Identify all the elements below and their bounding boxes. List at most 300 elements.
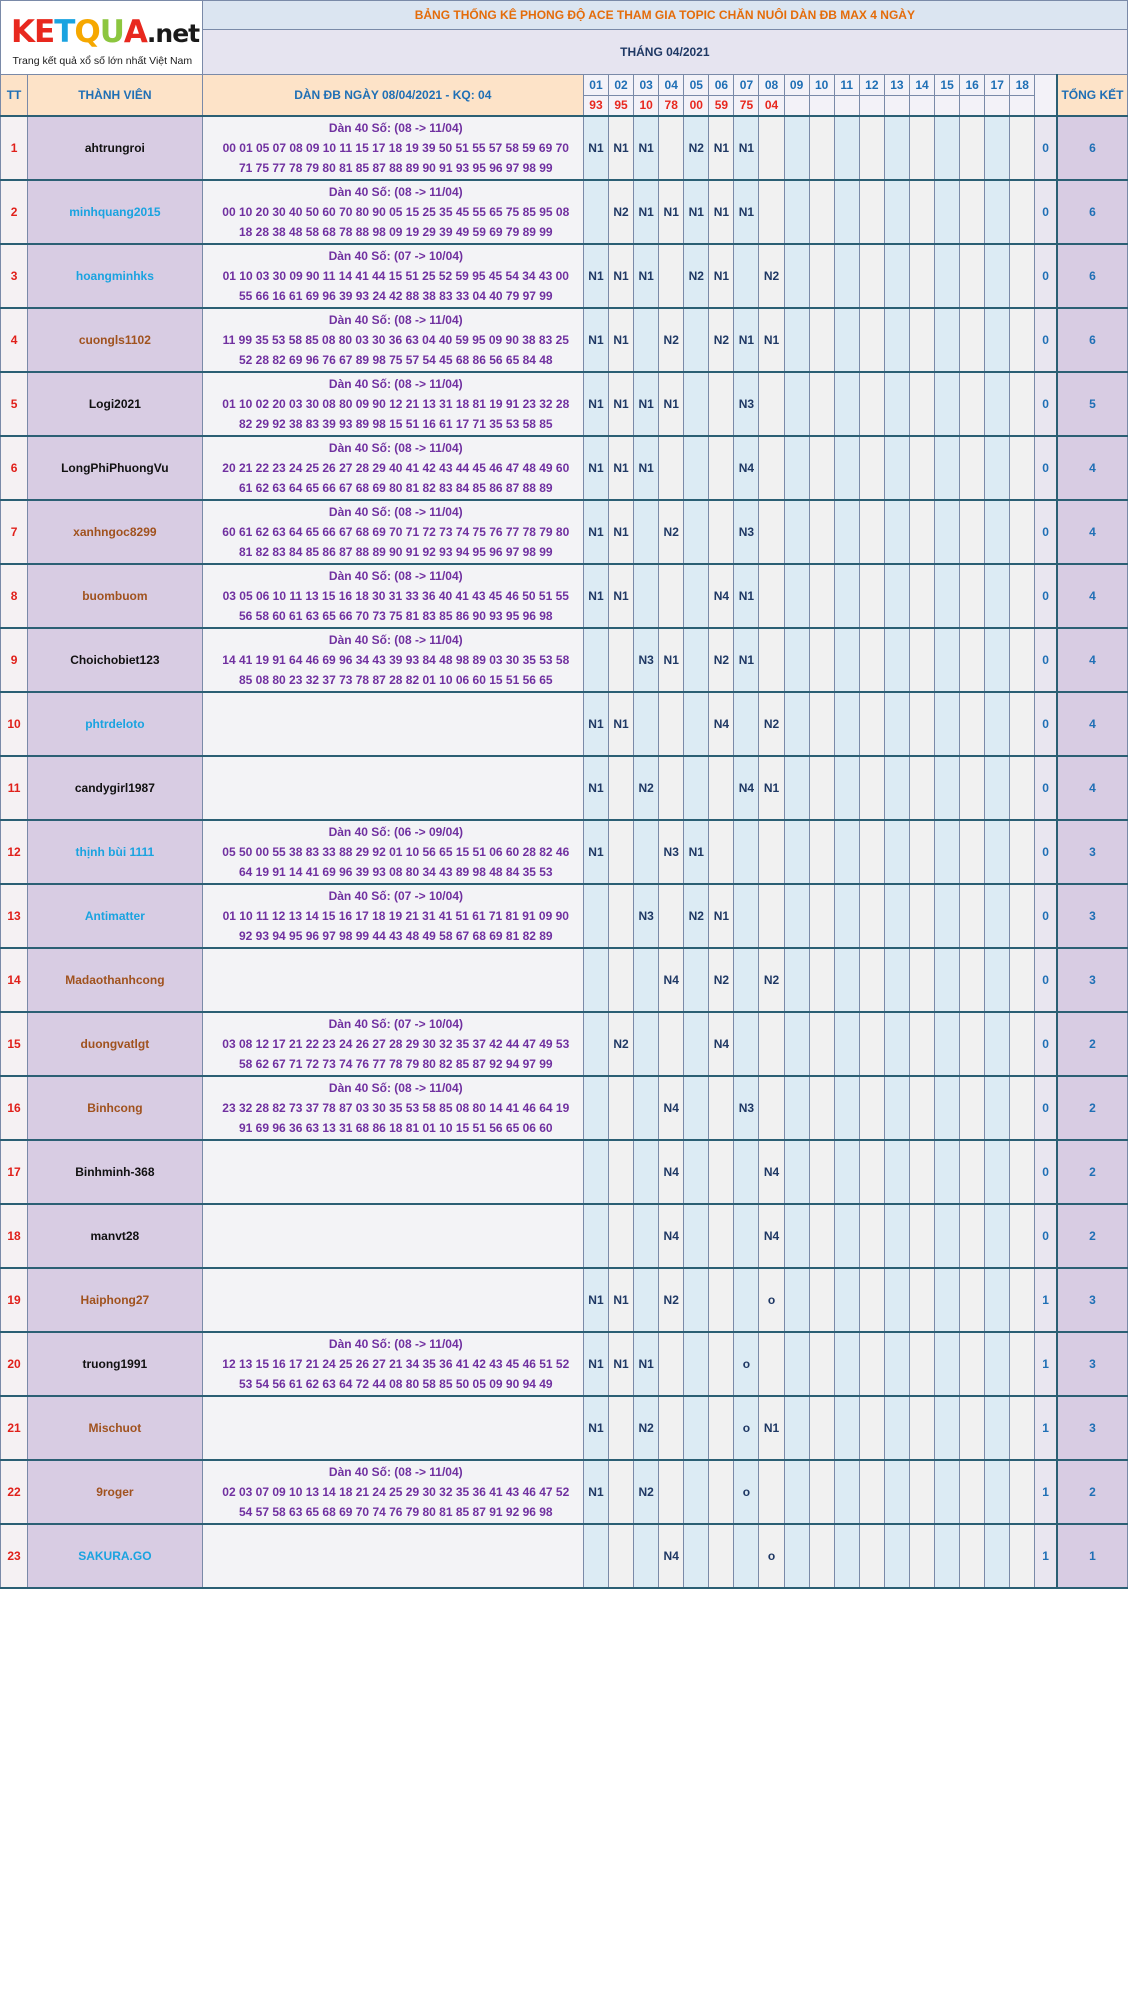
row-number: 13 [1,884,28,948]
table-row [1,692,1128,756]
day-mark [960,884,985,948]
day-mark [634,948,659,1012]
day-mark [834,1524,859,1588]
day-mark [884,628,909,692]
day-mark [809,372,834,436]
row-number: 10 [1,692,28,756]
day-mark [1010,436,1035,500]
day-mark [709,1332,734,1396]
day-header: 16 [960,75,985,96]
day-mark [834,244,859,308]
day-mark: N1 [634,244,659,308]
day-header: 02 [609,75,634,96]
day-mark: N2 [759,244,784,308]
table-row [1,756,1128,820]
day-mark [935,564,960,628]
day-mark [809,1396,834,1460]
day-result: 95 [609,96,634,116]
day-mark [859,1396,884,1460]
day-mark [784,1396,809,1460]
day-result [985,96,1010,116]
member-name[interactable]: ahtrungroi [28,116,203,180]
day-mark [985,1460,1010,1524]
day-mark [884,1076,909,1140]
member-name[interactable]: LongPhiPhuongVu [28,436,203,500]
day-mark [709,1396,734,1460]
day-header: 03 [634,75,659,96]
day-mark [809,1140,834,1204]
day-mark [609,756,634,820]
day-mark [684,308,709,372]
total-hits: 4 [1057,500,1128,564]
day-mark [859,1332,884,1396]
member-name[interactable]: phtrdeloto [28,692,203,756]
day-mark: N1 [659,628,684,692]
day-mark: N1 [734,628,759,692]
day-mark [809,116,834,180]
day-mark [884,820,909,884]
day-mark: N1 [734,116,759,180]
day-mark: N3 [634,628,659,692]
day-mark [684,692,709,756]
day-mark [684,1524,709,1588]
dan-title: Dàn 40 Số: (07 -> 10/04) [328,888,463,903]
member-name[interactable]: Antimatter [28,884,203,948]
day-mark [583,1076,608,1140]
day-mark: N1 [684,180,709,244]
dan-numbers [202,1332,583,1396]
day-mark [583,180,608,244]
day-mark [809,180,834,244]
day-mark [985,1076,1010,1140]
day-mark [935,244,960,308]
day-mark [684,756,709,820]
day-mark [909,1460,934,1524]
day-mark [709,756,734,820]
day-mark [935,820,960,884]
day-mark: N2 [659,1268,684,1332]
day-mark [634,1140,659,1204]
row-number: 23 [1,1524,28,1588]
day-mark [960,180,985,244]
day-header: 05 [684,75,709,96]
day-mark [859,500,884,564]
table-row [1,244,1128,308]
dan-numbers [202,1204,583,1268]
day-mark [709,1140,734,1204]
day-mark [809,884,834,948]
day-mark: N2 [634,1396,659,1460]
member-name[interactable]: truong1991 [28,1332,203,1396]
day-mark [884,948,909,1012]
day-mark [759,820,784,884]
day-header: 09 [784,75,809,96]
day-mark: N2 [709,628,734,692]
day-mark [809,1012,834,1076]
day-mark [659,116,684,180]
total-o: 0 [1035,756,1057,820]
day-mark [1010,1396,1035,1460]
day-mark [859,1268,884,1332]
day-mark [960,1460,985,1524]
dan-title: Dàn 40 Số: (08 -> 11/04) [328,568,463,583]
dan-numbers [202,180,583,244]
day-result [859,96,884,116]
day-mark [684,628,709,692]
day-mark: N1 [734,308,759,372]
day-mark [1010,948,1035,1012]
day-mark: N1 [759,1396,784,1460]
day-mark [960,948,985,1012]
total-hits: 2 [1057,1140,1128,1204]
day-mark [759,628,784,692]
day-mark: N1 [583,1332,608,1396]
day-mark [634,1012,659,1076]
day-mark [884,1204,909,1268]
day-mark [684,1460,709,1524]
day-mark [960,1012,985,1076]
day-mark [609,948,634,1012]
total-o: 0 [1035,1140,1057,1204]
day-mark [935,884,960,948]
day-mark [834,1204,859,1268]
col-header-member: THÀNH VIÊN [28,75,203,116]
dan-title: Dàn 40 Số: (08 -> 11/04) [328,1080,463,1095]
day-mark [935,1204,960,1268]
day-mark [935,692,960,756]
total-o: 0 [1035,180,1057,244]
day-mark [834,1140,859,1204]
day-mark: N1 [659,180,684,244]
row-number: 17 [1,1140,28,1204]
day-mark [960,1332,985,1396]
day-mark: N2 [634,756,659,820]
day-mark: N4 [709,692,734,756]
day-mark [583,1204,608,1268]
day-mark [784,1332,809,1396]
day-mark: N1 [609,308,634,372]
day-mark [909,1140,934,1204]
total-hits: 4 [1057,628,1128,692]
day-mark: o [759,1524,784,1588]
day-mark [659,756,684,820]
total-hits: 4 [1057,756,1128,820]
day-mark [809,756,834,820]
member-name[interactable]: cuongls1102 [28,308,203,372]
day-mark [809,436,834,500]
day-mark [935,180,960,244]
day-mark [784,1460,809,1524]
table-row [1,1012,1128,1076]
day-mark: N2 [659,500,684,564]
day-mark [834,884,859,948]
day-mark [609,1460,634,1524]
member-name[interactable]: SAKURA.GO [28,1524,203,1588]
day-mark [960,116,985,180]
day-mark [859,756,884,820]
day-mark [809,628,834,692]
day-mark: N1 [634,1332,659,1396]
total-o: 0 [1035,244,1057,308]
day-mark [985,308,1010,372]
day-mark [809,564,834,628]
total-hits: 3 [1057,1396,1128,1460]
total-o: 0 [1035,1204,1057,1268]
logo[interactable] [1,1,203,75]
day-mark [809,308,834,372]
total-o: 1 [1035,1268,1057,1332]
member-name[interactable]: duongvatlgt [28,1012,203,1076]
day-mark [960,820,985,884]
row-number: 15 [1,1012,28,1076]
day-mark [634,564,659,628]
day-mark [734,1524,759,1588]
day-mark [784,820,809,884]
day-mark: N1 [709,244,734,308]
day-mark [884,436,909,500]
day-mark [884,884,909,948]
member-name[interactable]: 9roger [28,1460,203,1524]
table-row [1,1460,1128,1524]
table-row [1,1332,1128,1396]
member-name[interactable]: Mischuot [28,1396,203,1460]
member-name[interactable]: Binhcong [28,1076,203,1140]
day-mark [809,500,834,564]
day-mark: N1 [583,692,608,756]
day-mark [960,244,985,308]
day-mark [985,1524,1010,1588]
day-mark [684,500,709,564]
day-mark [659,436,684,500]
day-mark [909,564,934,628]
row-number: 8 [1,564,28,628]
dan-line: 20 21 22 23 24 25 26 27 28 29 40 41 42 43 44 45 46 47 48 49 60 [222,460,570,475]
table-row [1,820,1128,884]
dan-title: Dàn 40 Số: (08 -> 11/04) [328,504,463,519]
day-mark: N1 [709,116,734,180]
day-mark [784,116,809,180]
day-mark [859,180,884,244]
dan-line: 64 19 91 14 41 69 96 39 93 08 80 34 43 89 98 48 84 35 53 [238,864,553,879]
day-mark: N2 [609,1012,634,1076]
total-hits: 6 [1057,244,1128,308]
day-header: 14 [909,75,934,96]
day-mark: N1 [709,180,734,244]
member-name[interactable]: manvt28 [28,1204,203,1268]
day-mark [985,1268,1010,1332]
dan-line: 54 57 58 63 65 68 69 70 74 76 79 80 81 85 87 91 92 96 98 [238,1504,553,1519]
day-mark [784,884,809,948]
day-mark [985,1012,1010,1076]
day-mark [759,372,784,436]
total-o: 0 [1035,884,1057,948]
day-mark: N1 [609,1268,634,1332]
dan-line: 12 13 15 16 17 21 24 25 26 27 21 34 35 36 41 42 43 45 46 51 52 [222,1356,570,1371]
day-mark: N1 [759,756,784,820]
member-name[interactable]: Madaothanhcong [28,948,203,1012]
total-hits: 4 [1057,436,1128,500]
day-mark [834,436,859,500]
day-mark [909,884,934,948]
day-mark: N1 [609,692,634,756]
day-mark [709,1204,734,1268]
day-mark: o [734,1460,759,1524]
total-o: 1 [1035,1524,1057,1588]
day-mark [1010,180,1035,244]
day-mark [935,436,960,500]
day-mark [1010,884,1035,948]
dan-numbers [202,1396,583,1460]
day-mark [960,1524,985,1588]
day-mark [583,1140,608,1204]
day-mark [834,1396,859,1460]
day-mark [784,436,809,500]
table-row [1,884,1128,948]
day-mark: N1 [583,308,608,372]
day-mark [784,692,809,756]
row-number: 7 [1,500,28,564]
day-mark: N4 [659,1140,684,1204]
dan-line: 61 62 63 64 65 66 67 68 69 80 81 82 83 84 85 86 87 88 89 [238,480,553,495]
day-mark [985,884,1010,948]
dan-numbers [202,372,583,436]
row-number: 11 [1,756,28,820]
day-mark [834,564,859,628]
total-hits: 1 [1057,1524,1128,1588]
day-mark [684,1204,709,1268]
day-mark: N1 [634,436,659,500]
member-name[interactable]: hoangminhks [28,244,203,308]
member-name[interactable]: Binhminh-368 [28,1140,203,1204]
member-name[interactable]: Logi2021 [28,372,203,436]
total-hits: 4 [1057,564,1128,628]
day-mark [684,948,709,1012]
day-mark [1010,1460,1035,1524]
day-result: 78 [659,96,684,116]
day-mark [759,884,784,948]
day-mark: N1 [609,116,634,180]
day-mark: N2 [709,308,734,372]
total-hits: 3 [1057,948,1128,1012]
day-mark [759,1076,784,1140]
day-mark: N2 [634,1460,659,1524]
day-mark [834,500,859,564]
day-mark [884,756,909,820]
day-result: 10 [634,96,659,116]
total-hits: 3 [1057,820,1128,884]
day-mark [884,692,909,756]
day-mark [985,820,1010,884]
day-mark: N1 [583,1268,608,1332]
day-mark [935,308,960,372]
member-name[interactable]: thịnh bùi 1111 [28,820,203,884]
dan-title: Dàn 40 Số: (08 -> 11/04) [328,120,463,135]
dan-line: 11 99 35 53 58 85 08 80 03 30 36 63 04 40 59 95 09 90 38 83 25 [222,332,569,347]
day-mark [809,1076,834,1140]
day-mark: N3 [659,820,684,884]
row-number: 4 [1,308,28,372]
day-mark [985,1204,1010,1268]
member-name[interactable]: Choichobiet123 [28,628,203,692]
day-mark [784,372,809,436]
day-mark [1010,820,1035,884]
row-number: 19 [1,1268,28,1332]
day-mark [859,436,884,500]
total-o: 0 [1035,692,1057,756]
member-name[interactable]: buombuom [28,564,203,628]
total-hits: 2 [1057,1076,1128,1140]
day-mark [884,1460,909,1524]
total-hits: 6 [1057,180,1128,244]
day-result: 00 [684,96,709,116]
day-mark: N2 [759,692,784,756]
day-mark: N1 [583,116,608,180]
day-mark [909,1396,934,1460]
total-o: 0 [1035,116,1057,180]
total-hits: 5 [1057,372,1128,436]
member-name[interactable]: minhquang2015 [28,180,203,244]
day-mark [659,692,684,756]
total-o: 0 [1035,948,1057,1012]
day-mark [985,756,1010,820]
day-mark [784,308,809,372]
dan-numbers [202,436,583,500]
dan-numbers [202,564,583,628]
total-hits: 4 [1057,692,1128,756]
dan-title: Dàn 40 Số: (08 -> 11/04) [328,376,463,391]
total-o: 1 [1035,1460,1057,1524]
day-mark [609,1396,634,1460]
total-o: 0 [1035,436,1057,500]
day-mark: N1 [609,564,634,628]
day-mark [985,116,1010,180]
day-mark [1010,1140,1035,1204]
day-mark [834,1012,859,1076]
member-name[interactable]: Haiphong27 [28,1268,203,1332]
day-mark [985,372,1010,436]
dan-numbers [202,500,583,564]
day-mark [985,628,1010,692]
table-row [1,180,1128,244]
day-mark [659,1332,684,1396]
day-mark: N1 [734,564,759,628]
day-mark: N2 [684,116,709,180]
row-number: 21 [1,1396,28,1460]
day-mark [859,564,884,628]
day-mark [734,820,759,884]
day-result [884,96,909,116]
day-mark: N2 [709,948,734,1012]
dan-title: Dàn 40 Số: (08 -> 11/04) [328,632,463,647]
day-mark [659,884,684,948]
member-name[interactable]: candygirl1987 [28,756,203,820]
day-mark [759,116,784,180]
dan-line: 18 28 38 48 58 68 78 88 98 09 19 29 39 49 59 69 79 89 99 [238,224,553,239]
day-mark [859,692,884,756]
day-result [834,96,859,116]
day-mark: N4 [659,1076,684,1140]
day-mark [884,372,909,436]
day-mark [859,308,884,372]
day-mark [784,564,809,628]
day-mark [935,628,960,692]
col-header-total: TỔNG KẾT [1057,75,1128,116]
row-number: 18 [1,1204,28,1268]
member-name[interactable]: xanhngoc8299 [28,500,203,564]
total-o: 0 [1035,372,1057,436]
day-mark [859,1076,884,1140]
row-number: 5 [1,372,28,436]
